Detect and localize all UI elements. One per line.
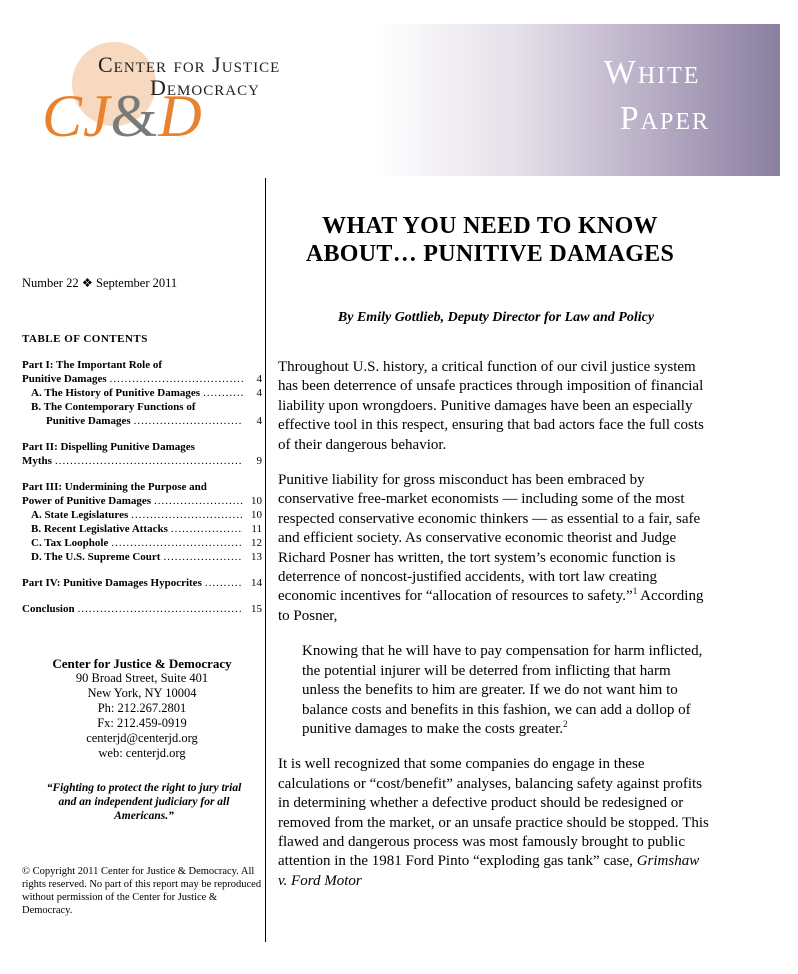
toc-page: 14	[251, 577, 262, 589]
contact-phone: Ph: 212.267.2801	[97, 701, 187, 715]
toc-page: 4	[256, 373, 262, 385]
footnote-ref-1[interactable]: 1	[632, 586, 638, 597]
toc-entry[interactable]	[22, 372, 262, 386]
toc-part-1-head: Part I: The Important Role of	[22, 359, 163, 371]
toc-label: A. State Legislatures	[31, 509, 129, 521]
toc-label: Part IV: Punitive Damages Hypocrites	[22, 577, 202, 589]
paragraph-2	[278, 471, 710, 626]
toc-part-2	[22, 440, 262, 468]
toc-leader	[205, 576, 243, 590]
contact-email[interactable]: centerjd@centerjd.org	[86, 731, 198, 745]
toc-leader	[203, 386, 243, 400]
toc-page: 10	[251, 495, 262, 507]
cjd-logo	[0, 0, 360, 170]
toc-leader	[134, 414, 243, 428]
toc-entry[interactable]	[22, 386, 262, 400]
toc-conclusion	[22, 602, 262, 616]
toc-page: 10	[251, 509, 262, 521]
toc-page: 12	[251, 537, 262, 549]
contact-name: Center for Justice & Democracy	[52, 656, 232, 671]
toc-label: Power of Punitive Damages	[22, 495, 152, 507]
monogram-d: D	[158, 83, 203, 149]
monogram-cj: CJ	[42, 83, 111, 149]
toc-label: B. Recent Legislative Attacks	[31, 523, 168, 535]
title-line2: ABOUT… PUNITIVE DAMAGES	[305, 241, 675, 267]
paragraph-3-text: It is well recognized that some companies do engage in these calculations or “cost/benefit” analyses, balancing safety against profits in determining whether a defective product should be redesigned or removed from the market, or an unsafe practice should be stopped. This flawed and dangerous process was most famously brought to public attention in the 1981 Ford Pinto “exploding gas tank” case,	[278, 756, 709, 870]
byline: By Emily Gottlieb, Deputy Director for Law and Policy	[337, 310, 655, 325]
toc-label: C. Tax Loophole	[31, 537, 109, 549]
toc-entry[interactable]	[22, 508, 262, 522]
toc-entry[interactable]	[22, 494, 262, 508]
contact-block	[22, 656, 262, 761]
banner-line2: Paper	[619, 100, 710, 137]
footnote-ref-2[interactable]: 2	[563, 718, 568, 729]
contact-web[interactable]: web: centerjd.org	[98, 746, 186, 760]
toc-label: Punitive Damages	[46, 415, 131, 427]
toc-page: 13	[251, 551, 262, 563]
white-paper-banner	[372, 24, 780, 176]
toc-leader	[163, 550, 243, 564]
toc-page: 4	[256, 387, 262, 399]
main-content	[278, 212, 710, 907]
logo-monogram	[42, 84, 203, 148]
copyright-notice: © Copyright 2011 Center for Justice & Democracy. All rights reserved. No part of this report may be reproduced without permission of the Center for Justice & Democracy.	[22, 866, 262, 916]
contact-fax: Fx: 212.459-0919	[97, 716, 187, 730]
paragraph-2-tail: According to Posner,	[278, 588, 704, 624]
mission-quote-line2: and an independent judiciary for all	[58, 796, 230, 808]
toc-part-3	[22, 480, 262, 564]
toc-page: 4	[256, 415, 262, 427]
page-title	[270, 212, 710, 268]
toc-entry[interactable]	[22, 522, 262, 536]
toc-entry[interactable]	[22, 536, 262, 550]
banner-line1: White	[603, 54, 701, 91]
toc-entry[interactable]	[22, 602, 262, 616]
toc-title: TABLE OF CONTENTS	[22, 333, 148, 345]
banner-text	[604, 50, 710, 142]
toc-entry[interactable]	[22, 454, 262, 468]
mission-quote-line3: Americans.”	[114, 810, 174, 822]
toc-leader	[78, 602, 243, 616]
toc-page: 11	[251, 523, 262, 535]
toc-entry[interactable]	[22, 550, 262, 564]
paragraph-2-text: Punitive liability for gross misconduct has been embraced by conservative free-market economists — including some of the most respected conservative economic thinkers — as essential to a fair, safe and efficient society. As conservative economic theorist and Judge Richard Posner has written, the tort system’s economic function is deterrence of noncost-justified accidents, with tort law creating economic incentives for “allocation of resources to safety.”	[278, 472, 701, 605]
contact-address-1: 90 Broad Street, Suite 401	[75, 671, 209, 685]
mission-quote-line1: “Fighting to protect the right to jury trial	[46, 782, 242, 794]
org-name-line2: Democracy	[150, 75, 260, 100]
toc-entry[interactable]	[22, 414, 262, 428]
toc-part-4	[22, 576, 262, 590]
posner-quote	[302, 642, 710, 739]
toc-leader	[110, 372, 243, 386]
toc-leader	[171, 522, 243, 536]
toc-leader	[131, 508, 243, 522]
title-line1: WHAT YOU NEED TO KNOW	[322, 213, 658, 239]
mission-quote	[22, 781, 266, 823]
posner-quote-text: Knowing that he will have to pay compensation for harm inflicted, the potential injurer will be deterred from inflicting that harm unless the benefits to him are greater. If we do not want him to balance costs and benefits in this fashion, we can add a dollop of punitive damages to make the costs greater.	[302, 643, 703, 737]
issue-number: Number 22 ❖ September 2011	[22, 276, 178, 290]
toc-entry[interactable]	[22, 576, 262, 590]
case-name: Grimshaw v. Ford Motor	[278, 853, 700, 889]
toc-part-1	[22, 358, 262, 428]
org-name-line1: Center for Justice	[98, 52, 281, 77]
toc-page: 9	[256, 455, 262, 467]
toc-label: Myths	[22, 455, 52, 467]
article-body	[278, 358, 710, 891]
paragraph-1: Throughout U.S. history, a critical function of our civil justice system has been deterrence of unsafe practices through imposition of financial liability upon wrongdoers. Punitive damages have been an especially effective tool in this respect, ensuring that bad actors face the full costs of their dangerous behavior.	[278, 359, 704, 453]
paragraph-3	[278, 755, 710, 891]
column-divider	[265, 178, 266, 942]
toc-leader	[111, 536, 243, 550]
toc-part-3-head: Part III: Undermining the Purpose and	[22, 481, 207, 493]
contact-address-2: New York, NY 10004	[87, 686, 197, 700]
toc-label: Punitive Damages	[22, 373, 107, 385]
monogram-amp: &	[110, 83, 159, 149]
toc-part-2-head: Part II: Dispelling Punitive Damages	[22, 441, 195, 453]
toc-sub-head: B. The Contemporary Functions of	[31, 401, 196, 413]
toc-label: D. The U.S. Supreme Court	[31, 551, 161, 563]
sidebar	[22, 276, 262, 917]
toc-page: 15	[251, 603, 262, 615]
toc-leader	[55, 454, 243, 468]
toc-label: Conclusion	[22, 603, 75, 615]
toc-leader	[154, 494, 243, 508]
toc-label: A. The History of Punitive Damages	[31, 387, 201, 399]
